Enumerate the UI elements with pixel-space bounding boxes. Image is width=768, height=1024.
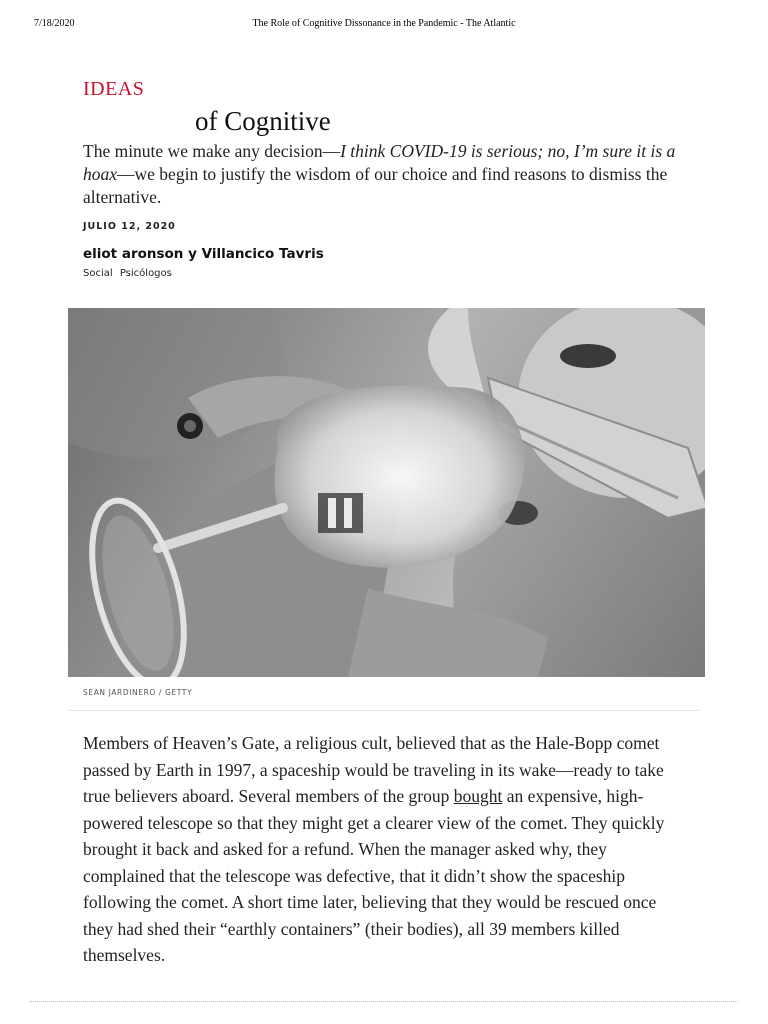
divider	[68, 710, 700, 711]
image-credit: SEAN JARDINERO / GETTY	[83, 688, 193, 697]
dek-text-start: The minute we make any decision—	[83, 141, 341, 161]
article-body	[83, 730, 683, 969]
article-authors[interactable]: eliot aronson y Villancico Tavris	[83, 246, 324, 262]
bought-link[interactable]: bought	[453, 786, 503, 806]
print-header	[0, 18, 768, 32]
body-text-end: an expensive, high-powered telescope so that they might get a clearer view of the comet. They quickly brought it back and asked for a refund. When the manager asked why, they complained that the telescope was defective, that it didn’t show the spaceship following the comet. A short time later, believing that they would be rescued once they had shed their “earthly containers” (their bodies), all 39 members killed themselves.	[83, 786, 665, 965]
lead-photo-image	[68, 308, 705, 677]
dek-italic-quote: I think COVID-19 is serious; no, I’m sure it is a hoax	[83, 141, 676, 184]
lead-photo	[68, 308, 705, 677]
print-footer-line	[30, 1001, 738, 1002]
print-date: 7/18/2020	[34, 18, 75, 29]
dek-text-end: —we begin to justify the wisdom of our choice and find reasons to dismiss the alternative.	[83, 164, 668, 207]
print-page-title: The Role of Cognitive Dissonance in the Pandemic - The Atlantic	[252, 18, 516, 29]
publish-date: JULIO 12, 2020	[83, 221, 176, 232]
body-text-start: Members of Heaven’s Gate, a religious cult, believed that as the Hale-Bopp comet passed by Earth in 1997, a spaceship would be traveling in its wake—ready to take true believers aboard. Several members of the group	[83, 733, 664, 806]
article-dek	[83, 140, 693, 209]
article-headline: of Cognitive	[195, 106, 331, 136]
author-role: Social Psicólogos	[83, 268, 172, 279]
section-label[interactable]: IDEAS	[83, 78, 145, 100]
